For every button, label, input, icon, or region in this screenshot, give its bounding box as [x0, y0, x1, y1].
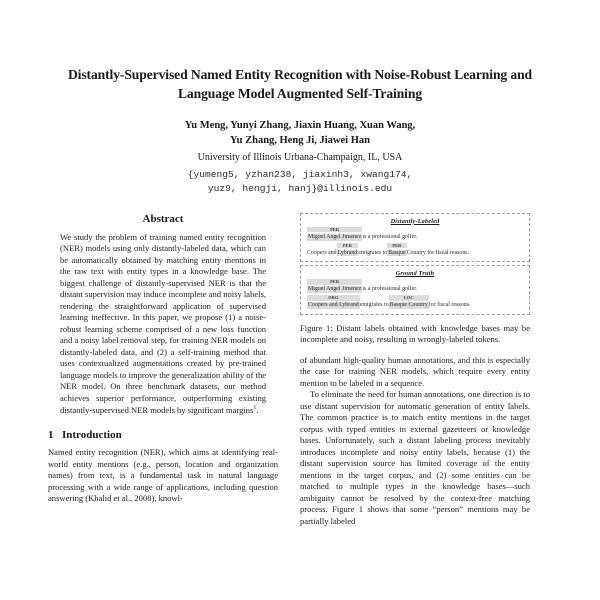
section-heading-introduction — [48, 429, 278, 441]
plain-token-span: emigrates to — [358, 249, 388, 256]
figure-sentence — [307, 295, 523, 309]
entity-type-tag: PER — [307, 279, 362, 285]
section-title: Introduction — [62, 429, 122, 442]
entity-span: LOC Basque Country — [389, 295, 428, 309]
figure-1 — [300, 213, 530, 346]
right-paragraph-2: To eliminate the need for human annotations, one direction is to use distant supervision for automatic generation of entity labels. The common practice is to match entity mentions in the target corpus with typed entities in external gazetteers or knowledge bases. Unfortunately, such a distant labeling process inevitably introduces incomplete and noisy entity labels, because (1) the distant supervision source has limited coverage of the entity mentions in the target corpus, and (2) some entities can be matched to multiple types in the knowledge bases—such ambiguity cannot be resolved by the context-free matching process. Figure 1 shows that some “person” mentions may be partially labeled — [300, 389, 530, 526]
entity-type-tag: PER — [307, 227, 362, 233]
right-column — [300, 213, 530, 527]
right-paragraph-1: of abundant high-quality human annotations, and this is especially the case for training NER models, which require every entity mention to be labeled in a sequence. — [300, 354, 530, 388]
entity-span: PER Lybrand — [337, 242, 358, 256]
figure-panel-distantly-labeled — [300, 213, 530, 263]
two-column-body — [48, 213, 552, 527]
abstract-heading: Abstract — [142, 212, 184, 225]
section-number: 1 — [48, 429, 54, 442]
abstract-body-text: We study the problem of training named entity recognition (NER) models using only distantly-labeled data, which can be automatically obtained by matching entity mentions in the raw text with entity types in a knowledge base. The biggest challenge of distantly-supervised NER is that the distant supervision may induce incomplete and noisy labels, rendering the straightforward application of supervised learning ineffective. In this paper, we propose (1) a noise-robust learning scheme comprised of a new loss function and a noisy label removal step, for training NER models on distantly-labeled data, and (2) a self-training method that uses contextualized augmentations created by pre-trained language models to improve the generalization ability of the NER model. On three benchmark datasets, our method achieves superior performance, outperforming existing distantly-supervised NER models by significant margins — [60, 231, 267, 415]
abstract-text — [48, 232, 278, 417]
figure-sentence — [307, 243, 523, 257]
email-line-2: yuz9, hengji, hanj}@illinois.edu — [207, 183, 393, 195]
figure-sentence — [307, 279, 523, 293]
abstract-footnote-marker: 1 — [253, 404, 257, 411]
author-line-2: Yu Zhang, Heng Ji, Jiawei Han — [230, 134, 370, 146]
author-list — [48, 118, 552, 148]
figure-caption: Figure 1: Distant labels obtained with knowledge bases may be incomplete and noisy, resulting in wrongly-labeled tokens. — [300, 322, 530, 345]
entity-type-tag: LOC — [389, 295, 429, 301]
entity-span: ORG Coopers and Lybrand — [308, 295, 359, 309]
author-line-1: Yu Meng, Yunyi Zhang, Jiaxin Huang, Xuan Wang, — [184, 119, 416, 131]
email-line-1: {yumeng5, yzhan238, jiaxinh3, xwang174, — [187, 168, 413, 180]
entity-span: PER Miguel Angel Jimenez — [308, 279, 362, 293]
entity-span: PER Miguel Angel Jimenez — [308, 226, 362, 240]
plain-token-span: Coopers and — [307, 249, 337, 256]
plain-token-span: for fiscal reasons. — [428, 302, 471, 309]
entity-span: PER Basque — [388, 242, 406, 256]
figure-sentence — [307, 227, 523, 241]
figure-panel-ground-truth — [300, 265, 530, 315]
plain-token-span: is a professional golfer. — [362, 233, 418, 240]
entity-type-tag: PER — [337, 243, 359, 249]
title-block — [48, 0, 552, 197]
plain-token-span: emigrates to — [359, 302, 389, 309]
introduction-paragraph-1: Named entity recognition (NER), which aims at identifying real-world entity mentions (e.g., person, location and organization names) from text, is a fundamental task in natural language processing with a wide range of applications, including question answering (Khalid et al., 2008), knowl- — [48, 447, 278, 504]
left-column — [48, 213, 278, 527]
affiliation: University of Illinois Urbana-Champaign, IL, USA — [197, 151, 403, 163]
page-title: Distantly-Supervised Named Entity Recognition with Noise-Robust Learning and Language Model Augmented Self-Training — [67, 67, 533, 101]
plain-token-span: is a professional golfer. — [362, 286, 418, 293]
abstract-text-tail: . — [256, 404, 259, 415]
figure-panel-title: Distantly-Labeled — [390, 217, 440, 225]
entity-type-tag: ORG — [307, 295, 360, 301]
author-emails — [48, 168, 552, 197]
entity-type-tag: PER — [387, 243, 406, 249]
plain-token-span: Country for fiscal reasons. — [406, 249, 470, 256]
figure-panel-title: Ground Truth — [395, 270, 435, 278]
